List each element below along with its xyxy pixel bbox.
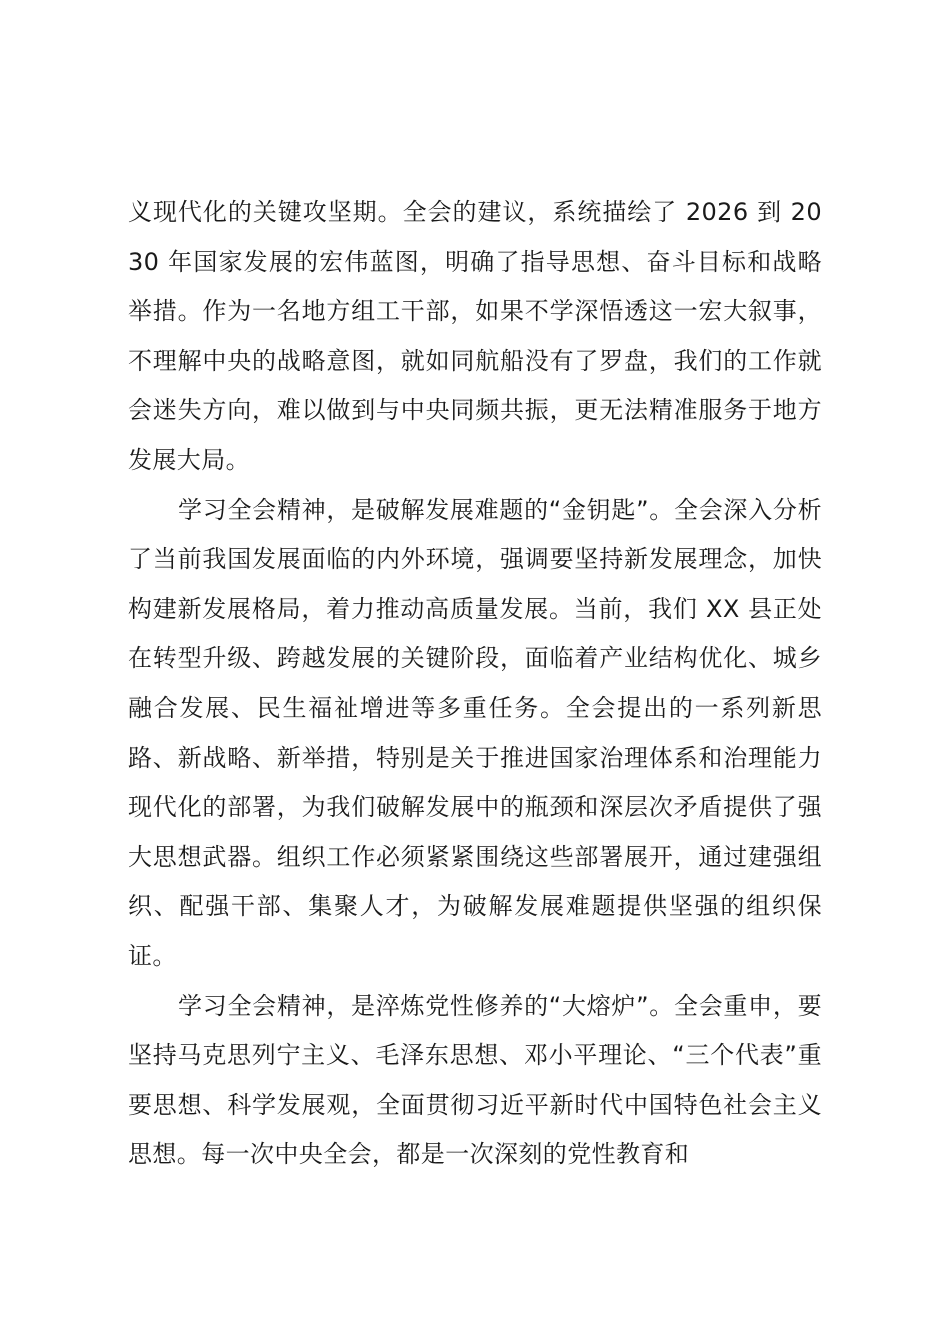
paragraph-2: 学习全会精神，是破解发展难题的“金钥匙”。全会深入分析了当前我国发展面临的内外环境，强调要坚持新发展理念，加快构建新发展格局，着力推动高质量发展。当前，我们 XX 县正处在转型升级、跨越发展的关键阶段，面临着产业结构优化、城乡融合发展、民生福祉增进等多重任务。全会提出的一系列新思路、新战略、新举措，特别是关于推进国家治理体系和治理能力现代化的部署，为我们破解发展中的瓶颈和深层次矛盾提供了强大思想武器。组织工作必须紧紧围绕这些部署展开，通过建强组织、配强干部、集聚人才，为破解发展难题提供坚强的组织保证。: [128, 495, 822, 970]
paragraph-1: 义现代化的关键攻坚期。全会的建议，系统描绘了 2026 到 2030 年国家发展的宏伟蓝图，明确了指导思想、奋斗目标和战略举措。作为一名地方组工干部，如果不学深悟透这一宏大叙事，不理解中央的战略意图，就如同航船没有了罗盘，我们的工作就会迷失方向，难以做到与中央同频共振，更无法精准服务于地方发展大局。: [128, 198, 822, 474]
document-page: [128, 188, 822, 1180]
paragraph-3: 学习全会精神，是淬炼党性修养的“大熔炉”。全会重申，要坚持马克思列宁主义、毛泽东思想、邓小平理论、“三个代表”重要思想、科学发展观，全面贯彻习近平新时代中国特色社会主义思想。每一次中央全会，都是一次深刻的党性教育和: [128, 991, 822, 1169]
